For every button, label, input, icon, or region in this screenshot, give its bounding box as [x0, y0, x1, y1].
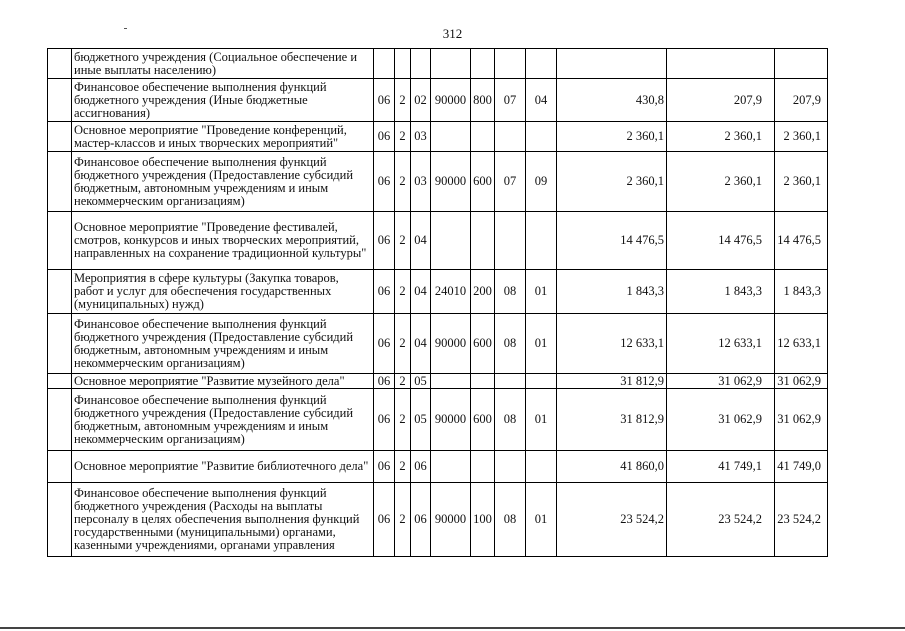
- row-description: Финансовое обеспечение выполнения функций бюджетного учреждения (Предоставление субсидий бюджетным, автономным учреждениям и иным некоммерческим организациям): [72, 389, 374, 451]
- code-subprogram: [395, 49, 411, 79]
- amount-year-3: 2 360,1: [775, 152, 828, 212]
- amount-year-2: 2 360,1: [667, 152, 775, 212]
- amount-year-2: 207,9: [667, 79, 775, 122]
- row-description: Основное мероприятие "Развитие музейного дела": [72, 374, 374, 389]
- code-event: 05: [411, 389, 431, 451]
- code-program: 06: [374, 270, 395, 314]
- code-section: [495, 451, 526, 483]
- code-subprogram: 2: [395, 152, 411, 212]
- code-direction: 90000: [431, 79, 471, 122]
- amount-year-2: 1 843,3: [667, 270, 775, 314]
- code-program: 06: [374, 79, 395, 122]
- code-subsection: [526, 212, 557, 270]
- row-marker-cell: [48, 314, 72, 374]
- code-direction: 90000: [431, 389, 471, 451]
- amount-year-2: 14 476,5: [667, 212, 775, 270]
- amount-year-3: 2 360,1: [775, 122, 828, 152]
- row-marker-cell: [48, 483, 72, 557]
- code-direction: 90000: [431, 152, 471, 212]
- amount-year-3: 12 633,1: [775, 314, 828, 374]
- code-expense-type: [471, 122, 495, 152]
- amount-year-2: 31 062,9: [667, 389, 775, 451]
- amount-year-1: 31 812,9: [557, 389, 667, 451]
- row-description: бюджетного учреждения (Социальное обеспечение и иные выплаты населению): [72, 49, 374, 79]
- code-subprogram: 2: [395, 374, 411, 389]
- code-subsection: [526, 49, 557, 79]
- code-subprogram: 2: [395, 389, 411, 451]
- row-marker-cell: [48, 212, 72, 270]
- amount-year-2: 41 749,1: [667, 451, 775, 483]
- code-subsection: 04: [526, 79, 557, 122]
- row-description: Финансовое обеспечение выполнения функций бюджетного учреждения (Иные бюджетные ассигнования): [72, 79, 374, 122]
- code-program: 06: [374, 483, 395, 557]
- code-subsection: [526, 451, 557, 483]
- code-direction: 90000: [431, 314, 471, 374]
- amount-year-3: [775, 49, 828, 79]
- code-direction: [431, 374, 471, 389]
- budget-table: [47, 48, 828, 557]
- table-body: [48, 49, 828, 557]
- amount-year-2: [667, 49, 775, 79]
- amount-year-3: 1 843,3: [775, 270, 828, 314]
- code-expense-type: [471, 212, 495, 270]
- code-subprogram: 2: [395, 212, 411, 270]
- code-subsection: 01: [526, 389, 557, 451]
- amount-year-2: 23 524,2: [667, 483, 775, 557]
- table-row: [48, 483, 828, 557]
- page-number: 312: [442, 26, 463, 41]
- amount-year-1: 23 524,2: [557, 483, 667, 557]
- amount-year-2: 2 360,1: [667, 122, 775, 152]
- code-event: 03: [411, 122, 431, 152]
- row-description: Мероприятия в сфере культуры (Закупка товаров, работ и услуг для обеспечения государственных (муниципальных) нужд): [72, 270, 374, 314]
- table-row: [48, 314, 828, 374]
- code-event: 06: [411, 451, 431, 483]
- code-section: [495, 122, 526, 152]
- row-description: Финансовое обеспечение выполнения функций бюджетного учреждения (Предоставление субсидий бюджетным, автономным учреждениям и иным некоммерческим организациям): [72, 152, 374, 212]
- code-subprogram: 2: [395, 451, 411, 483]
- scan-speck: [124, 28, 127, 29]
- code-subprogram: 2: [395, 270, 411, 314]
- amount-year-2: 12 633,1: [667, 314, 775, 374]
- code-event: 06: [411, 483, 431, 557]
- code-expense-type: [471, 49, 495, 79]
- amount-year-2: 31 062,9: [667, 374, 775, 389]
- amount-year-3: 31 062,9: [775, 389, 828, 451]
- code-event: 03: [411, 152, 431, 212]
- table-row: [48, 49, 828, 79]
- code-expense-type: [471, 451, 495, 483]
- code-expense-type: 200: [471, 270, 495, 314]
- code-direction: 24010: [431, 270, 471, 314]
- code-event: 05: [411, 374, 431, 389]
- code-event: 02: [411, 79, 431, 122]
- row-marker-cell: [48, 79, 72, 122]
- code-expense-type: 600: [471, 152, 495, 212]
- code-event: 04: [411, 270, 431, 314]
- code-program: 06: [374, 314, 395, 374]
- code-section: 08: [495, 389, 526, 451]
- amount-year-3: 41 749,0: [775, 451, 828, 483]
- table-row: [48, 212, 828, 270]
- code-event: 04: [411, 314, 431, 374]
- code-section: [495, 374, 526, 389]
- code-event: [411, 49, 431, 79]
- table-row: [48, 152, 828, 212]
- code-subsection: 01: [526, 270, 557, 314]
- code-expense-type: 600: [471, 389, 495, 451]
- table-row: [48, 389, 828, 451]
- row-description: Финансовое обеспечение выполнения функций бюджетного учреждения (Предоставление субсидий бюджетным, автономным учреждениям и иным некоммерческим организациям): [72, 314, 374, 374]
- code-expense-type: 100: [471, 483, 495, 557]
- amount-year-3: 23 524,2: [775, 483, 828, 557]
- code-section: 07: [495, 79, 526, 122]
- row-description: Основное мероприятие "Проведение фестивалей, смотров, конкурсов и иных творческих мероприятий, направленных на сохранение традиционной культуры": [72, 212, 374, 270]
- row-marker-cell: [48, 451, 72, 483]
- code-subsection: 01: [526, 314, 557, 374]
- amount-year-1: 41 860,0: [557, 451, 667, 483]
- row-description: Основное мероприятие "Проведение конференций, мастер-классов и иных творческих мероприятий": [72, 122, 374, 152]
- row-marker-cell: [48, 389, 72, 451]
- code-direction: [431, 451, 471, 483]
- row-description: Основное мероприятие "Развитие библиотечного дела": [72, 451, 374, 483]
- table-row: [48, 270, 828, 314]
- amount-year-1: 430,8: [557, 79, 667, 122]
- row-description: Финансовое обеспечение выполнения функций бюджетного учреждения (Расходы на выплаты персоналу в целях обеспечения выполнения функций государственными (муниципальными) органами, казенными учреждениями, органами управления: [72, 483, 374, 557]
- amount-year-3: 31 062,9: [775, 374, 828, 389]
- row-marker-cell: [48, 270, 72, 314]
- code-section: 08: [495, 270, 526, 314]
- amount-year-1: [557, 49, 667, 79]
- code-subsection: 01: [526, 483, 557, 557]
- table-row: [48, 122, 828, 152]
- code-program: 06: [374, 122, 395, 152]
- code-program: 06: [374, 212, 395, 270]
- code-direction: [431, 49, 471, 79]
- code-section: 07: [495, 152, 526, 212]
- row-marker-cell: [48, 374, 72, 389]
- code-direction: [431, 212, 471, 270]
- code-subsection: [526, 374, 557, 389]
- amount-year-1: 1 843,3: [557, 270, 667, 314]
- amount-year-1: 2 360,1: [557, 152, 667, 212]
- code-subprogram: 2: [395, 483, 411, 557]
- scan-bottom-edge: [0, 627, 905, 629]
- code-subsection: [526, 122, 557, 152]
- code-direction: [431, 122, 471, 152]
- amount-year-3: 14 476,5: [775, 212, 828, 270]
- amount-year-1: 31 812,9: [557, 374, 667, 389]
- code-expense-type: 800: [471, 79, 495, 122]
- code-section: [495, 49, 526, 79]
- code-section: 08: [495, 314, 526, 374]
- row-marker-cell: [48, 49, 72, 79]
- code-subprogram: 2: [395, 122, 411, 152]
- table-row: [48, 451, 828, 483]
- code-program: 06: [374, 374, 395, 389]
- amount-year-1: 12 633,1: [557, 314, 667, 374]
- amount-year-1: 14 476,5: [557, 212, 667, 270]
- row-marker-cell: [48, 122, 72, 152]
- code-program: 06: [374, 451, 395, 483]
- code-section: 08: [495, 483, 526, 557]
- code-expense-type: [471, 374, 495, 389]
- amount-year-1: 2 360,1: [557, 122, 667, 152]
- code-expense-type: 600: [471, 314, 495, 374]
- code-event: 04: [411, 212, 431, 270]
- amount-year-3: 207,9: [775, 79, 828, 122]
- code-subprogram: 2: [395, 79, 411, 122]
- code-subprogram: 2: [395, 314, 411, 374]
- code-program: 06: [374, 152, 395, 212]
- table-row: [48, 79, 828, 122]
- row-marker-cell: [48, 152, 72, 212]
- code-program: [374, 49, 395, 79]
- code-section: [495, 212, 526, 270]
- code-subsection: 09: [526, 152, 557, 212]
- code-direction: 90000: [431, 483, 471, 557]
- table-row: [48, 374, 828, 389]
- code-program: 06: [374, 389, 395, 451]
